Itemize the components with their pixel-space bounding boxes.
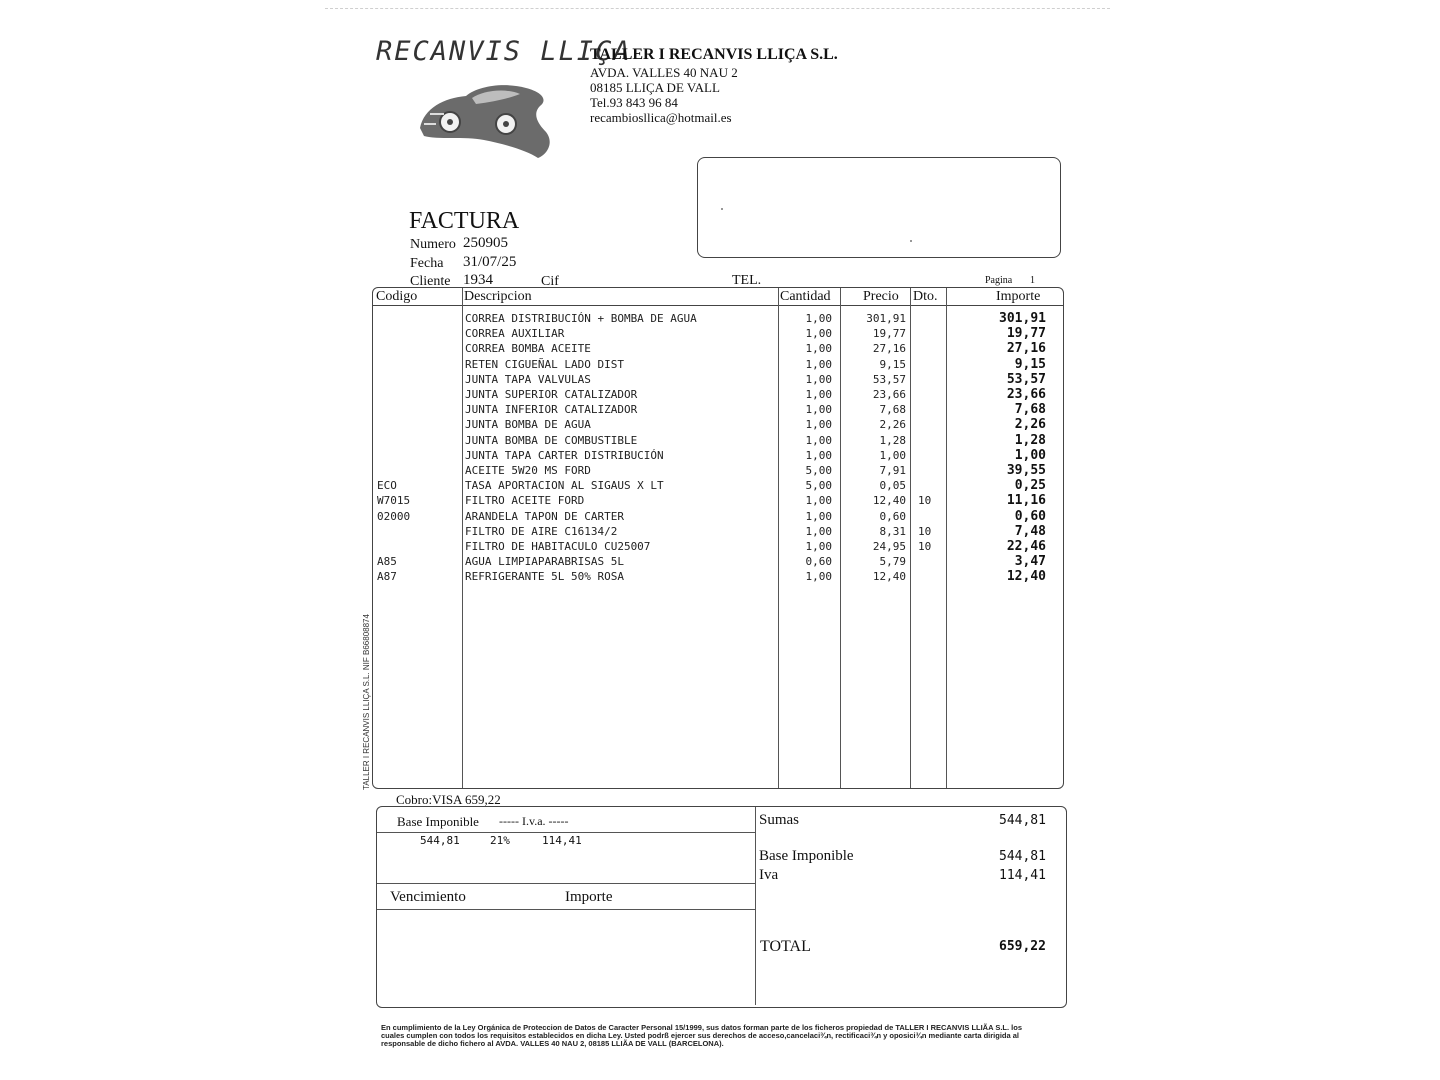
cell-cant: 1,00 [805, 372, 832, 386]
cell-desc: JUNTA BOMBA DE COMBUSTIBLE [465, 433, 638, 447]
table-header-separator [372, 305, 1064, 306]
cell-cant: 1,00 [805, 403, 832, 417]
header-precio: Precio [863, 289, 899, 304]
invoice-date: 31/07/25 [463, 254, 517, 270]
cell-precio: 8,31 [879, 524, 906, 538]
cell-cant: 1,00 [805, 342, 832, 356]
cell-precio: 19,77 [872, 327, 906, 341]
table-row [0, 387, 1440, 402]
invoice-number: 250905 [463, 235, 508, 251]
cell-importe: 11,16 [1006, 493, 1046, 509]
cell-desc: REFRIGERANTE 5L 50% ROSA [465, 570, 624, 584]
cell-desc: FILTRO DE AIRE C16134/2 [465, 524, 618, 538]
cell-importe: 9,15 [1014, 356, 1046, 372]
total-value: 659,22 [999, 939, 1046, 954]
cell-cant: 1,00 [805, 524, 832, 538]
cell-importe: 1,00 [1014, 447, 1046, 463]
cell-importe: 53,57 [1006, 371, 1046, 387]
iva-header-line [377, 832, 755, 833]
cell-desc: JUNTA TAPA VALVULAS [465, 372, 591, 386]
page-top-border [325, 8, 1110, 9]
cell-desc: AGUA LIMPIAPARABRISAS 5L [465, 555, 624, 569]
cell-desc: JUNTA BOMBA DE AGUA [465, 418, 591, 432]
cell-cant: 1,00 [805, 312, 832, 325]
header-descripcion: Descripcion [464, 289, 532, 304]
cliente-label: Cliente [410, 274, 451, 289]
cell-importe: 22,46 [1006, 539, 1046, 554]
table-row [0, 478, 1440, 493]
company-address-2: 08185 LLIÇA DE VALL [590, 80, 720, 95]
side-nif-note: TALLER I RECANVIS LLIÇA S.L. NIF B66808874 [362, 614, 371, 790]
cell-importe: 3,47 [1014, 554, 1046, 570]
cell-precio: 1,00 [879, 448, 906, 462]
cell-precio: 7,91 [879, 464, 906, 477]
cell-precio: 5,79 [879, 555, 906, 569]
vencimiento-importe-label: Importe [565, 889, 613, 905]
cell-importe: 0,60 [1014, 508, 1046, 524]
cell-desc: ARANDELA TAPON DE CARTER [465, 509, 624, 523]
totals-divider [755, 807, 756, 1005]
cell-cant: 1,00 [805, 357, 832, 371]
base-total-value: 544,81 [999, 849, 1046, 864]
cell-cant: 1,00 [805, 418, 832, 432]
cell-desc: CORREA DISTRIBUCIÓN + BOMBA DE AGUA [465, 312, 697, 325]
client-address-box [697, 157, 1061, 258]
table-row [0, 357, 1440, 372]
cell-importe: 23,66 [1006, 387, 1046, 402]
base-imponible-label: Base Imponible [397, 814, 479, 829]
table-row [0, 341, 1440, 356]
iva-amount: 114,41 [542, 834, 582, 847]
cell-cant: 1,00 [805, 448, 832, 462]
cell-precio: 1,28 [879, 433, 906, 447]
company-address-1: AVDA. VALLES 40 NAU 2 [590, 65, 738, 80]
cell-importe: 2,26 [1014, 417, 1046, 433]
table-row [0, 417, 1440, 432]
header-codigo: Codigo [376, 289, 418, 304]
totals-box [376, 806, 1067, 1008]
cell-codigo: A87 [377, 570, 397, 584]
cell-codigo: A85 [377, 555, 397, 569]
cell-cant: 1,00 [805, 388, 832, 401]
header-importe: Importe [996, 289, 1041, 304]
table-row [0, 448, 1440, 463]
cell-precio: 0,60 [879, 509, 906, 523]
cell-precio: 12,40 [872, 570, 906, 584]
cell-desc: JUNTA INFERIOR CATALIZADOR [465, 403, 638, 417]
brand-logo-text: RECANVIS LLIÇA [376, 36, 632, 67]
scan-speck [721, 208, 723, 210]
cell-cant: 1,00 [805, 509, 832, 523]
cell-precio: 7,68 [879, 403, 906, 417]
cell-dto: 10 [918, 540, 932, 553]
fecha-label: Fecha [410, 256, 444, 271]
base-value: 544,81 [420, 834, 460, 847]
cell-codigo: W7015 [377, 494, 411, 508]
iva-header: ----- I.v.a. ----- [499, 814, 569, 828]
legal-footer: En cumplimiento de la Ley Orgánica de Proteccion de Datos de Caracter Personal 15/1999, sus datos forman parte de los ficheros propiedad de TALLER I RECANVIS LLIÃA S.L. los cuales cumplen con todos los requisitos establecidos en dicha Ley. Usted podrß ejercer sus derechos de acceso,cancelaci¾n, rectificaci¾n y oposici¾n mediante carta dirigida al responsable de dicho fichero al AVDA. VALLES 40 NAU 2, 08185 LLIÃA DE VALL (BARCELONA). [381, 1023, 1022, 1048]
base-label: Base Imponible [759, 848, 854, 864]
vencimiento-top-line [377, 883, 755, 884]
cell-cant: 0,60 [805, 555, 832, 569]
table-row [0, 539, 1440, 554]
cell-desc: CORREA BOMBA ACEITE [465, 342, 591, 356]
cell-cant: 5,00 [805, 464, 832, 477]
header-cantidad: Cantidad [780, 289, 831, 304]
table-row [0, 433, 1440, 448]
iva-percent: 21% [490, 834, 510, 847]
company-email: recambiosllica@hotmail.es [590, 110, 732, 125]
cell-cant: 5,00 [805, 479, 832, 493]
table-row [0, 569, 1440, 584]
total-label: TOTAL [760, 938, 811, 955]
scan-speck [910, 240, 912, 242]
iva-label: Iva [759, 867, 779, 883]
cell-codigo: 02000 [377, 509, 411, 523]
cell-cant: 1,00 [805, 570, 832, 584]
cell-desc: CORREA AUXILIAR [465, 327, 565, 341]
table-row [0, 372, 1440, 387]
payment-method: Cobro:VISA 659,22 [396, 792, 501, 807]
cell-importe: 39,55 [1006, 463, 1046, 478]
cell-importe: 12,40 [1006, 569, 1046, 585]
cell-precio: 12,40 [872, 494, 906, 508]
cell-precio: 9,15 [879, 357, 906, 371]
iva-total-value: 114,41 [999, 868, 1046, 883]
table-row [0, 493, 1440, 508]
table-row [0, 524, 1440, 539]
cell-importe: 1,28 [1014, 432, 1046, 448]
numero-label: Numero [410, 237, 456, 252]
table-row [0, 326, 1440, 341]
table-row [0, 463, 1440, 478]
header-dto: Dto. [913, 289, 938, 304]
cif-label: Cif [541, 274, 559, 289]
pagina-label: Pagina [985, 275, 1013, 286]
cell-cant: 1,00 [805, 540, 832, 553]
tel-label: TEL. [732, 273, 762, 288]
cell-importe: 7,48 [1014, 523, 1046, 539]
cell-importe: 301,91 [999, 311, 1046, 326]
cell-desc: JUNTA SUPERIOR CATALIZADOR [465, 388, 638, 401]
cell-importe: 19,77 [1006, 326, 1046, 342]
cell-precio: 301,91 [866, 312, 906, 325]
table-row [0, 311, 1440, 326]
vencimiento-label: Vencimiento [390, 889, 466, 905]
cell-dto: 10 [918, 494, 932, 508]
cell-desc: JUNTA TAPA CARTER DISTRIBUCIÓN [465, 448, 664, 462]
table-row [0, 554, 1440, 569]
table-row [0, 402, 1440, 417]
cell-desc: FILTRO ACEITE FORD [465, 494, 585, 508]
cell-importe: 7,68 [1014, 402, 1046, 418]
sumas-value: 544,81 [999, 813, 1046, 828]
cell-desc: TASA APORTACION AL SIGAUS X LT [465, 479, 664, 493]
car-logo-icon [414, 74, 564, 162]
sumas-label: Sumas [759, 812, 800, 828]
cell-precio: 24,95 [872, 540, 906, 553]
cell-cant: 1,00 [805, 327, 832, 341]
table-row [0, 509, 1440, 524]
company-name: TALLER I RECANVIS LLIÇA S.L. [590, 46, 838, 63]
company-phone: Tel.93 843 96 84 [590, 95, 678, 110]
cell-dto: 10 [918, 524, 932, 538]
invoice-title: FACTURA [409, 208, 520, 234]
cell-desc: ACEITE 5W20 MS FORD [465, 464, 591, 477]
cell-importe: 0,25 [1014, 478, 1046, 494]
cell-precio: 2,26 [879, 418, 906, 432]
cell-desc: FILTRO DE HABITACULO CU25007 [465, 540, 651, 553]
cell-importe: 27,16 [1006, 341, 1046, 357]
cell-precio: 23,66 [872, 388, 906, 401]
page-number: 1 [1030, 275, 1035, 286]
cell-cant: 1,00 [805, 433, 832, 447]
cell-precio: 27,16 [872, 342, 906, 356]
cell-precio: 0,05 [879, 479, 906, 493]
vencimiento-header-line [377, 909, 755, 910]
cell-precio: 53,57 [872, 372, 906, 386]
cell-desc: RETEN CIGUEÑAL LADO DIST [465, 357, 624, 371]
client-number: 1934 [463, 272, 493, 288]
cell-codigo: ECO [377, 479, 397, 493]
cell-cant: 1,00 [805, 494, 832, 508]
